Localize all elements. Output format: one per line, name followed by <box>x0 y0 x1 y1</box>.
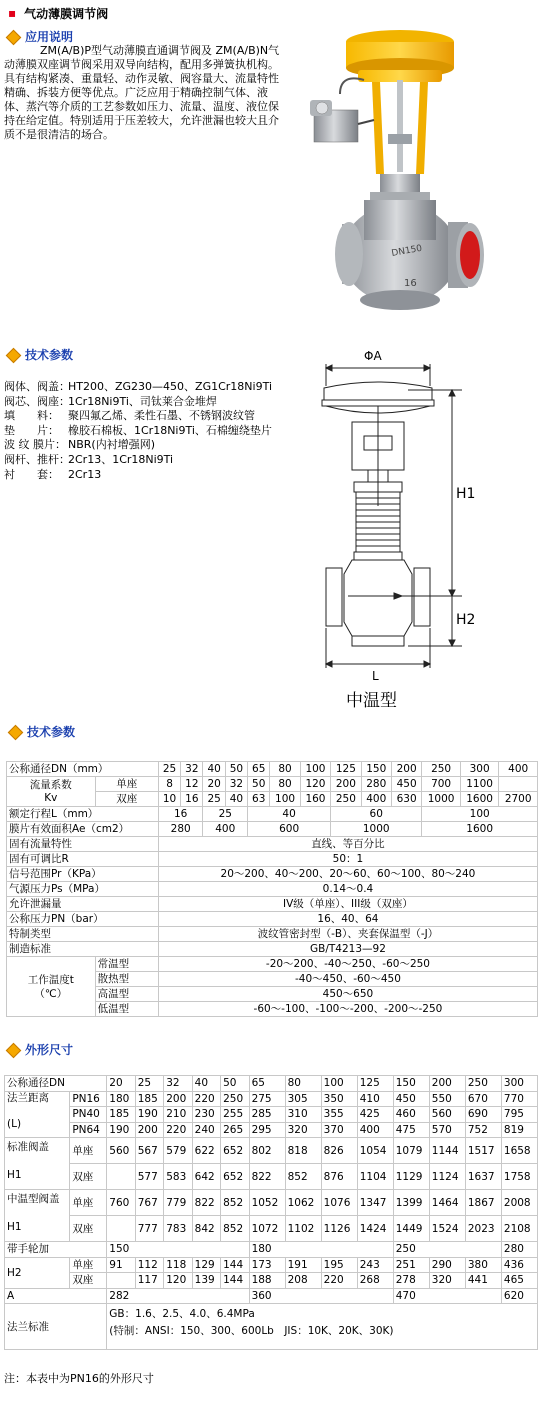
section-header-dims <box>6 1041 73 1057</box>
page-title-text: 气动薄膜调节阀 <box>24 6 109 21</box>
body-text-pn: 16 <box>404 278 417 289</box>
table-row: 公称通径DN（mm） 25 32 40 50 65 80 100 125 150 200 250 300 400 <box>7 762 538 777</box>
section-title: 外形尺寸 <box>25 1042 74 1057</box>
table-row: 特制类型 波纹管密封型（-B）、夹套保温型（-J） <box>7 927 538 942</box>
material-row: 衬 套： 2Cr13 <box>4 467 102 481</box>
table-row: 允许泄漏量 IV级（单座）、III级（双座） <box>7 897 538 912</box>
table-row: 膜片有效面积Ae（cm2） 280 400 600 1000 1600 <box>7 822 538 837</box>
diamond-icon <box>6 1043 19 1056</box>
table-row: 固有流量特性 直线、等百分比 <box>7 837 538 852</box>
material-row: 垫 片： 橡胶石棉板、1Cr18Ni9Ti、石棉缠绕垫片 <box>4 423 272 437</box>
table-row: 气源压力Ps（MPa） 0.14～0.4 <box>7 882 538 897</box>
body-text-dn: DN150 <box>390 243 423 259</box>
table-row: 固有可调比R 50：1 <box>7 852 538 867</box>
table-row: 中温型阀盖 H1 单座 760 767 779 822 852 1052 1062 1076 1347 1399 1464 1867 2008 <box>5 1190 538 1216</box>
section-title: 技术参数 <box>27 724 76 739</box>
table-row: A 282 360 470 620 <box>5 1288 538 1304</box>
intro-text: ZM(A/B)P型气动薄膜直通调节阀及 ZM(A/B)N气动薄膜双座调节阀采用双导向结构，配用多弹簧执机构。具有结构紧凑、重量轻、动作灵敏、阀容量大、流量特性精确、拆装方便等优点。广泛应用于精确控制气体、液体、蒸汽等介质的工艺参数如压力、流量、温度、液位保持在给定值。特别适用于压差较大，允许泄漏也较大且介质不是很清洁的场合。 <box>4 44 280 141</box>
table-row: 制造标准 GB/T4213—92 <box>7 942 538 957</box>
material-row: 波 纹 膜片： NBR(内衬增强网) <box>4 438 156 452</box>
table-row: PN40 185 190 210 230 255 285 310 355 425 460 560 690 795 <box>5 1107 538 1123</box>
table-row: PN64 190 200 220 240 265 295 320 370 400 475 570 752 819 <box>5 1122 538 1138</box>
dim-h1: H1 <box>456 486 476 502</box>
table-row: 公称压力PN（bar） 16、40、64 <box>7 912 538 927</box>
diamond-icon <box>6 348 19 361</box>
table-row: 额定行程L（mm） 16 25 40 60 100 <box>7 807 538 822</box>
diamond-icon <box>8 725 21 738</box>
table-row: 双座 577 583 642 652 822 852 876 1104 1129 1124 1637 1758 <box>5 1164 538 1190</box>
tech-params-table <box>6 761 538 1017</box>
dimensions-table <box>4 1075 538 1350</box>
table-row: 双座 10 16 25 40 63 100 160 250 400 630 1000 1600 2700 <box>7 792 538 807</box>
dim-h2: H2 <box>456 612 476 628</box>
table-row: 高温型 450～650 <box>7 987 538 1002</box>
valve-photo <box>300 24 486 320</box>
table-row: 双座 117 120 139 144 188 208 220 268 278 320 441 465 <box>5 1273 538 1289</box>
table-row: 法兰距离 (L) PN16 180 185 200 220 250 275 305 350 410 450 550 670 770 <box>5 1091 538 1107</box>
materials-list <box>4 380 272 482</box>
table-row: 法兰标准 GB：1.6、2.5、4.0、6.4MPa (特制：ANSI：150、300、600Lb JIS：10K、20K、30K) <box>5 1304 538 1350</box>
page-title <box>8 4 108 22</box>
table-row: 低温型 -60～-100、-100～-200、-200～-250 <box>7 1002 538 1017</box>
footnote: 注：本表中为PN16的外形尺寸 <box>4 1372 154 1385</box>
table-row: 标准阀盖 H1 单座 560 567 579 622 652 802 818 826 1054 1079 1144 1517 1658 <box>5 1138 538 1164</box>
table-row: 工作温度t （℃） 常温型 -20～200、-40～250、-60～250 <box>7 957 538 972</box>
table-row: 流量系数 Kv 单座 8 12 20 32 50 80 120 200 280 450 700 1100 <box>7 777 538 792</box>
dim-l: L <box>372 669 379 683</box>
section-header-tech1 <box>6 346 73 362</box>
table-row: 双座 777 783 842 852 1072 1102 1126 1424 1449 1524 2023 2108 <box>5 1216 538 1242</box>
diamond-icon <box>6 30 19 43</box>
valve-drawing <box>312 346 488 714</box>
material-row: 阀芯、阀座： 1Cr18Ni9Ti、司钛莱合金堆焊 <box>4 394 217 408</box>
table-row: 带手轮加 150 180 250 280 <box>5 1242 538 1258</box>
material-row: 阀杆、推杆： 2Cr13、1Cr18Ni9Ti <box>4 452 174 466</box>
table-row: 公称通径DN 20 25 32 40 50 65 80 100 125 150 200 250 300 <box>5 1076 538 1092</box>
dim-phi-a: ΦA <box>364 349 382 363</box>
material-row: 阀体、阀盖： HT200、ZG230—450、ZG1Cr18Ni9Ti <box>4 380 273 393</box>
material-row: 填 料： 聚四氟乙烯、柔性石墨、不锈钢波纹管 <box>4 409 255 423</box>
bullet-icon: ▪ <box>8 6 17 20</box>
section-title: 技术参数 <box>25 347 74 362</box>
table-row: 散热型 -40～450、-60～450 <box>7 972 538 987</box>
table-row: 信号范围Pr（KPa） 20～200、40～200、20～60、60～100、80～240 <box>7 867 538 882</box>
section-title: 应用说明 <box>25 29 74 44</box>
section-header-tech2 <box>8 723 75 739</box>
table-row: H2 单座 91 112 118 129 144 173 191 195 243 251 290 380 436 <box>5 1257 538 1273</box>
drawing-caption: 中温型 <box>346 691 397 711</box>
section-header-application <box>6 28 73 44</box>
